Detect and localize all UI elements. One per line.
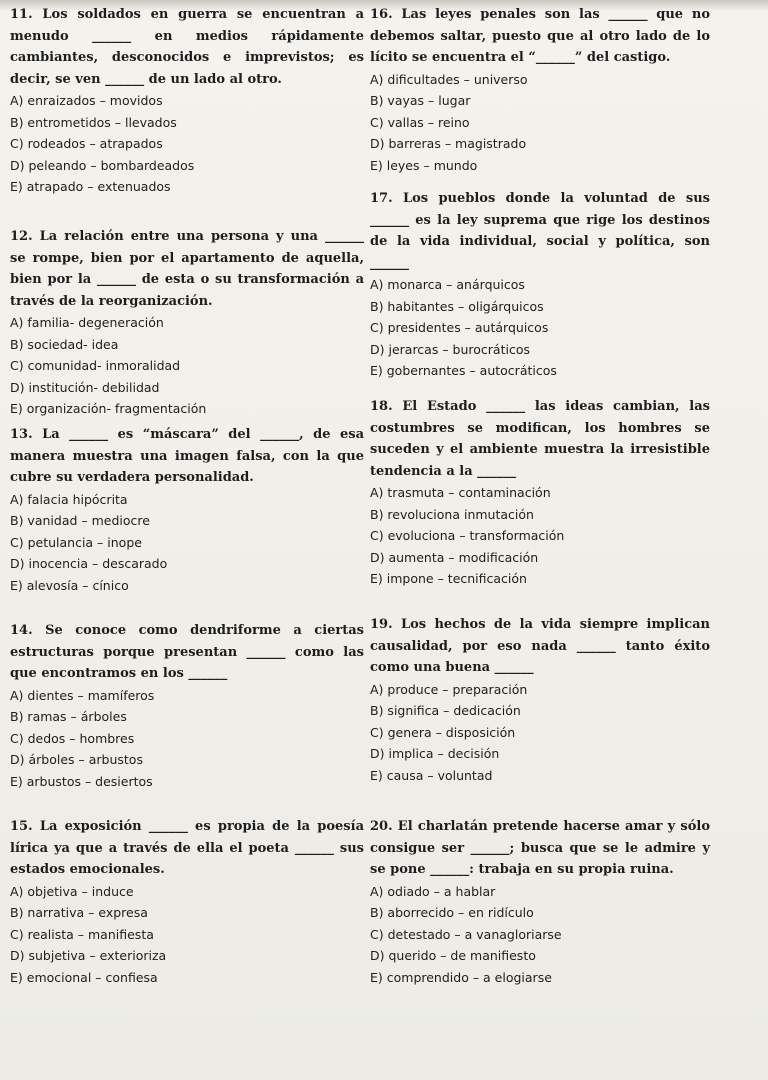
option-e[interactable]: E) leyes – mundo [370, 157, 478, 173]
question-17 [370, 188, 710, 382]
option-c[interactable]: C) comunidad- inmoralidad [10, 358, 181, 373]
question-11 [10, 4, 364, 198]
option-d[interactable]: D) barreras – magistrado [370, 136, 527, 151]
question-stem: 20. El charlatán pretende hacerse amar y sólo consigue ser ______; busca que se le admire y se pone ______: trabaja en su propia ruina. [370, 819, 710, 877]
options-list [10, 685, 364, 793]
option-c[interactable]: C) dedos – hombres [10, 730, 135, 746]
option-a[interactable]: A) familia- degeneración [10, 315, 164, 330]
options-list [370, 69, 710, 177]
question-15 [10, 816, 364, 988]
option-c[interactable]: C) presidentes – autárquicos [370, 320, 549, 335]
option-a[interactable]: A) produce – preparación [370, 681, 528, 697]
options-list [10, 312, 364, 420]
option-c[interactable]: C) detestado – a vanagloriarse [370, 926, 562, 942]
option-b[interactable]: B) ramas – árboles [10, 709, 127, 724]
option-e[interactable]: E) gobernantes – autocráticos [370, 363, 557, 378]
question-stem: 16. Las leyes penales son las ______ que no debemos saltar, puesto que al otro lado de lo lícito se encuentra el “______” del castigo. [370, 7, 710, 65]
option-e[interactable]: E) impone – tecnificación [370, 571, 527, 586]
option-a[interactable]: A) odiado – a hablar [370, 883, 496, 899]
option-a[interactable]: A) trasmuta – contaminación [370, 485, 551, 500]
option-c[interactable]: C) rodeados – atrapados [10, 136, 163, 151]
option-d[interactable]: D) jerarcas – burocráticos [370, 341, 530, 357]
option-e[interactable]: E) emocional – confiesa [10, 969, 158, 985]
question-stem: 15. La exposición ______ es propia de la poesía lírica ya que a través de ella el poeta ______ sus estados emocionales. [10, 819, 364, 877]
option-c[interactable]: C) petulancia – inope [10, 534, 142, 550]
options-list [10, 881, 364, 989]
option-e[interactable]: E) comprendido – a elogiarse [370, 969, 552, 985]
option-b[interactable]: B) habitantes – oligárquicos [370, 298, 544, 314]
options-list [370, 679, 710, 787]
option-a[interactable]: A) dificultades – universo [370, 71, 528, 87]
option-c[interactable]: C) realista – manifiesta [10, 926, 154, 942]
option-d[interactable]: D) inocencia – descarado [10, 556, 168, 571]
option-b[interactable]: B) vayas – lugar [370, 93, 471, 108]
question-12 [10, 226, 364, 420]
option-a[interactable]: A) objetiva – induce [10, 883, 134, 899]
option-c[interactable]: C) vallas – reino [370, 114, 470, 130]
question-18 [370, 396, 710, 590]
question-13 [10, 424, 364, 596]
option-b[interactable]: B) significa – dedicación [370, 703, 521, 718]
question-19 [370, 614, 710, 786]
question-16 [370, 4, 710, 176]
option-a[interactable]: A) monarca – anárquicos [370, 277, 525, 292]
option-b[interactable]: B) vanidad – mediocre [10, 513, 150, 528]
question-20 [370, 816, 710, 988]
option-b[interactable]: B) revoluciona inmutación [370, 506, 534, 522]
question-stem: 11. Los soldados en guerra se encuentran a menudo ______ en medios rápidamente cambiantes, desconocidos e imprevistos; es decir, se ven ______ de un lado al otro. [10, 7, 364, 87]
option-c[interactable]: C) evoluciona – transformación [370, 528, 565, 543]
option-e[interactable]: E) organización- fragmentación [10, 401, 207, 416]
option-e[interactable]: E) causa – voluntad [370, 767, 493, 783]
options-list [10, 90, 364, 198]
question-stem: 18. El Estado ______ las ideas cambian, las costumbres se modifican, los hombres se suceden y el ambiente muestra la irresistible tendencia a la ______ [370, 399, 710, 479]
option-e[interactable]: E) arbustos – desiertos [10, 773, 153, 789]
question-stem: 19. Los hechos de la vida siempre implican causalidad, por eso nada ______ tanto éxito como una buena ______ [370, 617, 710, 675]
options-list [370, 274, 710, 382]
options-list [10, 489, 364, 597]
option-b[interactable]: B) narrativa – expresa [10, 905, 148, 920]
options-list [370, 482, 710, 590]
option-a[interactable]: A) falacia hipócrita [10, 491, 128, 507]
option-a[interactable]: A) enraizados – movidos [10, 93, 163, 108]
question-stem: 14. Se conoce como dendriforme a ciertas estructuras porque presentan ______ como las que encontramos en los ______ [10, 623, 364, 681]
question-stem: 13. La ______ es “máscara” del ______, de esa manera muestra una imagen falsa, con la que cubre su verdadera personalidad. [10, 427, 364, 485]
option-b[interactable]: B) aborrecido – en ridículo [370, 905, 534, 920]
option-e[interactable]: E) atrapado – extenuados [10, 179, 171, 194]
option-d[interactable]: D) querido – de manifiesto [370, 948, 536, 963]
question-stem: 12. La relación entre una persona y una ______ se rompe, bien por el apartamento de aquella, bien por la ______ de esta o su transformación a través de la reorganización. [10, 229, 364, 309]
option-d[interactable]: D) aumenta – modificación [370, 549, 539, 565]
option-d[interactable]: D) subjetiva – exterioriza [10, 948, 167, 963]
option-b[interactable]: B) sociedad- idea [10, 336, 119, 352]
option-b[interactable]: B) entrometidos – llevados [10, 114, 177, 130]
option-d[interactable]: D) implica – decisión [370, 746, 500, 761]
option-d[interactable]: D) institución- debilidad [10, 379, 160, 395]
option-d[interactable]: D) árboles – arbustos [10, 752, 143, 767]
question-14 [10, 620, 364, 792]
option-d[interactable]: D) peleando – bombardeados [10, 157, 195, 173]
option-a[interactable]: A) dientes – mamíferos [10, 687, 155, 703]
options-list [370, 881, 710, 989]
option-e[interactable]: E) alevosía – cínico [10, 577, 129, 593]
question-stem: 17. Los pueblos donde la voluntad de sus ______ es la ley suprema que rige los destinos de la vida individual, social y política, son ______ [370, 191, 710, 271]
option-c[interactable]: C) genera – disposición [370, 724, 516, 740]
